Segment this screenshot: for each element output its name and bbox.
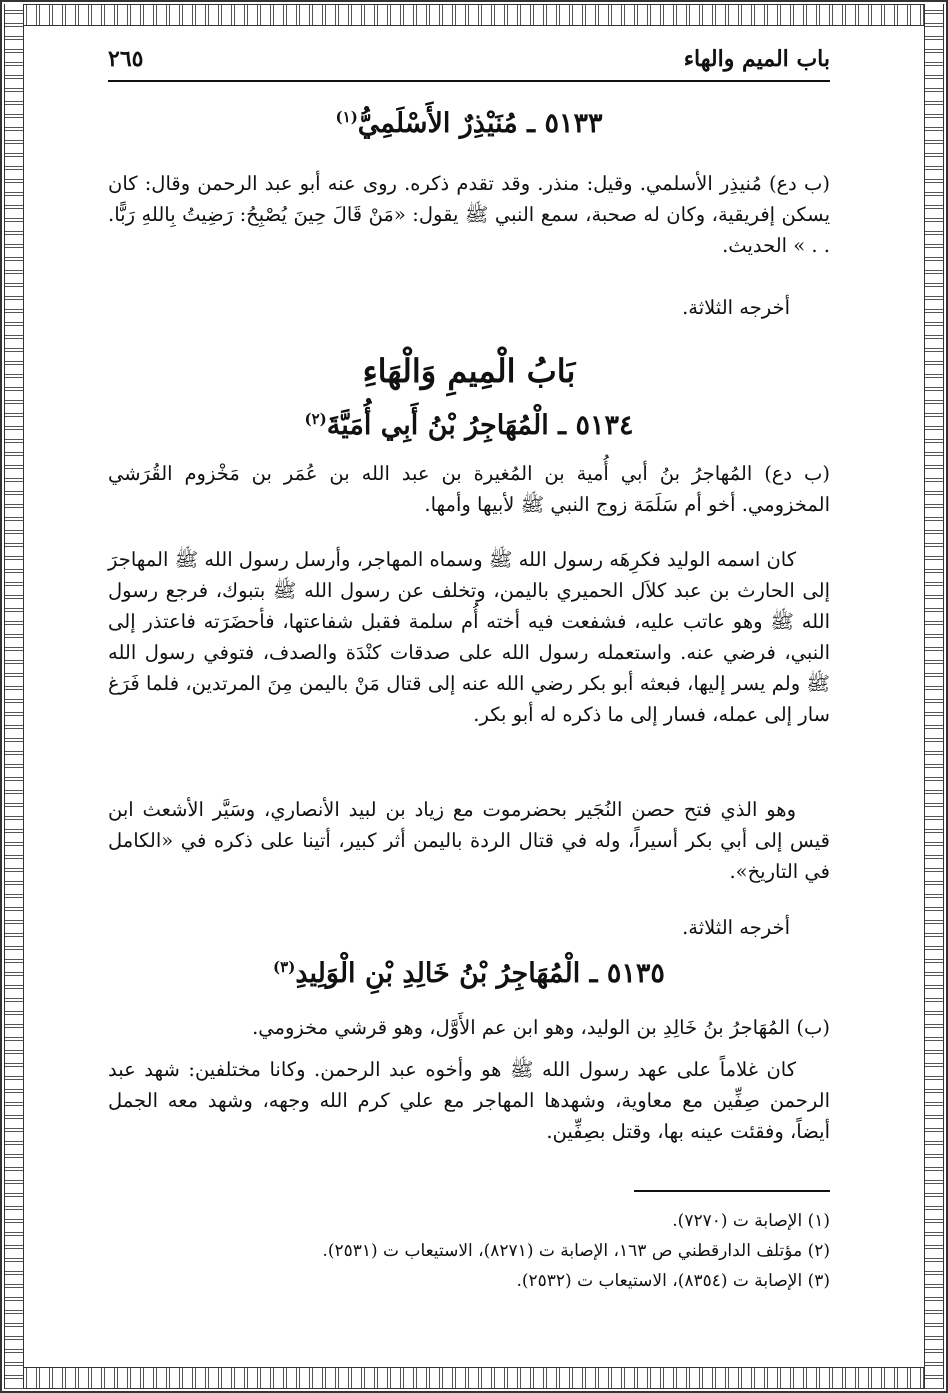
ornamental-border-right — [924, 4, 944, 1389]
footnote-ref: (١) — [335, 108, 358, 126]
chapter-title: بَابُ الْمِيمِ وَالْهَاءِ — [362, 352, 576, 390]
running-title: باب الميم والهاء — [683, 46, 830, 72]
entry-5134-paragraph-1: (ب دع) المُهاجرُ بنُ أبي أُمية بن المُغيرة بن عبد الله بن عُمَر بن مَخْزوم القُرَشي المخزومي. أخو أم سَلَمَة زوج النبي ﷺ لأبيها وأمها. — [108, 462, 830, 516]
entry-title-text: ٥١٣٣ ـ مُنَيْذِرٌ الأَسْلَمِيُّ — [357, 108, 603, 139]
footnote-ref: (٣) — [273, 958, 296, 976]
entry-title-text: ٥١٣٤ ـ الْمُهَاجِرُ بْنُ أَبِي أُمَيَّةَ — [326, 410, 634, 441]
entry-5133-paragraph-2: أخرجه الثلاثة. — [682, 296, 790, 319]
ornamental-border-left — [4, 4, 24, 1389]
entry-5134-paragraph-4: أخرجه الثلاثة. — [682, 916, 790, 939]
entry-5134-paragraph-2: كان اسمه الوليد فكرِهَه رسول الله ﷺ وسماه المهاجر، وأرسل رسول الله ﷺ المهاجرَ إلى الحارث بن عبد كلاَل الحميري باليمن، وتخلف عن رسول الله ﷺ بتبوك، فرجع رسول الله ﷺ وهو عاتب عليه، فشفعت فيه أخته أُم سلمة فقبل شفاعتها، فأحضَرَته فاعتذر إلى النبي، فرضي عنه. واستعمله رسول الله على صدقات كنْدَة والصدف، فتوفي رسول الله ﷺ ولم يسر إليها، فبعثه أبو بكر رضي الله عنه إلى قتال مَنْ باليمن مِنَ المرتدين، فلما فَرَغ سار إلى عمله، فسار إلى ما ذكره له أبو بكر. — [108, 548, 830, 726]
ornamental-border-bottom — [4, 1367, 944, 1389]
footnote-2: (٢) مؤتلف الدارقطني ص ١٦٣، الإصابة ت (٨٢٧١)، الاستيعاب ت (٢٥٣١). — [322, 1241, 830, 1261]
footnote-rule — [634, 1190, 830, 1192]
ornamental-border-top — [4, 4, 944, 26]
entry-title-text: ٥١٣٥ ـ الْمُهَاجِرُ بْنُ خَالِدِ بْنِ الْوَلِيدِ — [295, 958, 665, 989]
entry-5133-paragraph-1: (ب دع) مُنيذِر الأسلمي. وقيل: منذر. وقد تقدم ذكره. روى عنه أبو عبد الرحمن وقال: كان يسكن إفريقية، وكان له صحبة، سمع النبي ﷺ يقول: «مَنْ قَالَ حِينَ يُصْبِحُ: رَضِيتُ بِاللهِ رَبًّا. . . » الحديث. — [108, 172, 830, 257]
entry-title-5133 — [108, 108, 830, 139]
entry-5135-paragraph-1: (ب) المُهَاجرُ بنُ خَالِدِ بن الوليد، وهو ابن عم الأَوَّل، وهو قرشي مخزومي. — [252, 1016, 830, 1039]
entry-title-5134 — [108, 410, 830, 441]
running-head — [108, 40, 830, 82]
footnote-3: (٣) الإصابة ت (٨٣٥٤)، الاستيعاب ت (٢٥٣٢). — [516, 1271, 830, 1291]
footnote-ref: (٢) — [304, 410, 327, 428]
entry-5134-paragraph-3: وهو الذي فتح حصن النُجَير بحضرموت مع زياد بن لبيد الأنصاري، وسَيَّر الأشعث ابن قيس إلى أبي بكر أسيراً، وله في قتال الردة باليمن أثر كبير، أتينا على ذكره في «الكامل في التاريخ». — [108, 798, 830, 883]
footnote-1: (١) الإصابة ت (٧٢٧٠). — [672, 1211, 830, 1231]
page-number: ٢٦٥ — [108, 46, 144, 72]
entry-5135-paragraph-2: كان غلاماً على عهد رسول الله ﷺ هو وأخوه عبد الرحمن. وكانا مختلفين: شهد عبد الرحمن صِفِّين مع معاوية، وشهدها المهاجر مع علي كرم الله وجهه، وشهد معه الجمل أيضاً، وفقئت عينه بها، وقتل بصِفِّين. — [108, 1058, 830, 1143]
entry-title-5135 — [108, 958, 830, 989]
